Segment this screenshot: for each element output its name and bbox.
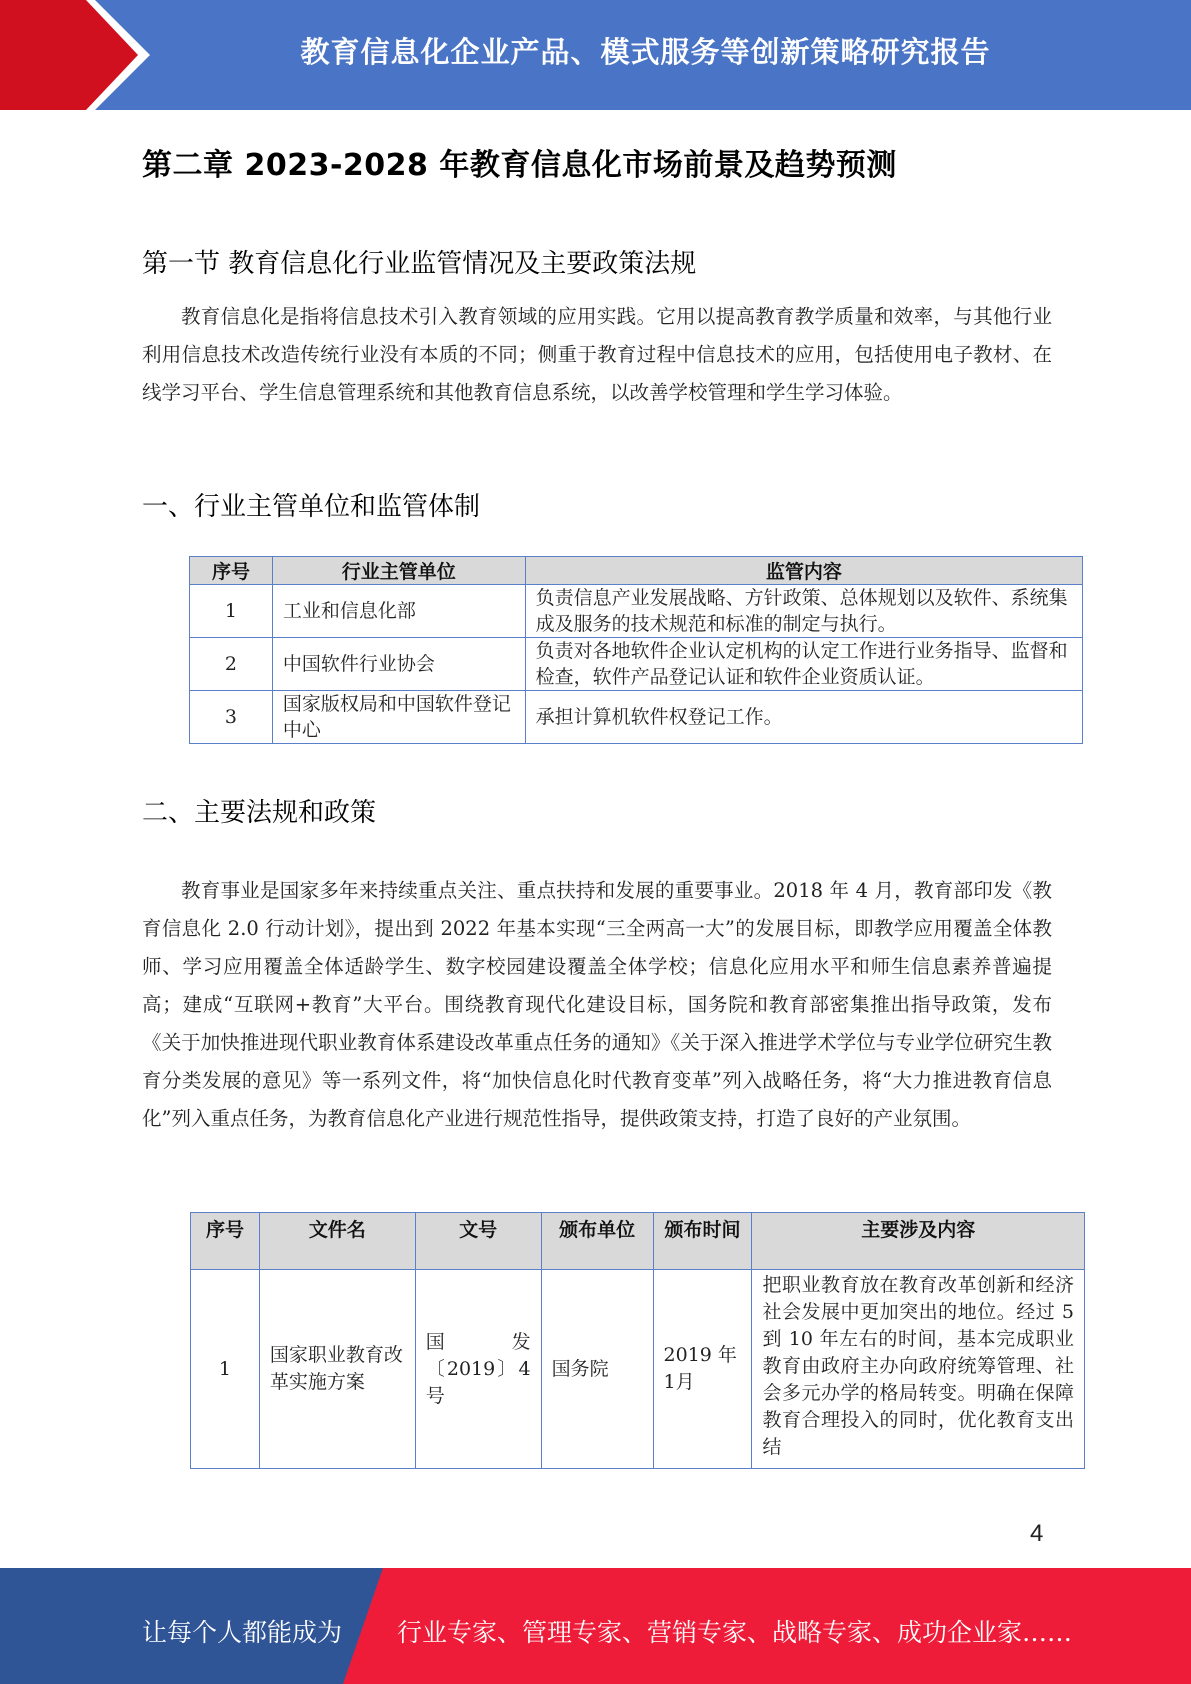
column-header: 序号 bbox=[191, 1213, 260, 1270]
row-number: 1 bbox=[190, 585, 273, 638]
report-title: 教育信息化企业产品、模式服务等创新策略研究报告 bbox=[300, 35, 991, 69]
footer-slogan-right: 行业专家、管理专家、营销专家、战略专家、成功企业家…… bbox=[397, 1618, 1073, 1647]
table-header-row bbox=[190, 557, 1083, 585]
table-row bbox=[190, 585, 1083, 638]
page-header bbox=[0, 0, 1191, 110]
column-header: 文件名 bbox=[259, 1213, 415, 1270]
chapter-title: 第二章 2023-2028 年教育信息化市场前景及趋势预测 bbox=[142, 148, 897, 183]
regulator-unit: 国家版权局和中国软件登记中心 bbox=[272, 691, 525, 744]
table-row bbox=[191, 1270, 1085, 1469]
main-content: 把职业教育放在教育改革创新和经济社会发展中更加突出的地位。经过 5 到 10 年左右的时间，基本完成职业教育由政府主办向政府统筹管理、社会多元办学的格局转变。明确在保障教育合理投入的同时，优化教育支出结 bbox=[762, 1274, 1074, 1458]
issue-date: 2019 年 1月 bbox=[653, 1270, 752, 1469]
table-header-row bbox=[191, 1213, 1085, 1270]
column-header: 序号 bbox=[190, 557, 273, 585]
document-name: 国家职业教育改革实施方案 bbox=[259, 1270, 415, 1469]
row-number: 2 bbox=[190, 638, 273, 691]
column-header: 颁布时间 bbox=[653, 1213, 752, 1270]
regulation-content: 负责对各地软件企业认定机构的认定工作进行业务指导、监督和检查，软件产品登记认证和软件企业资质认证。 bbox=[525, 638, 1082, 691]
regulation-content: 承担计算机软件权登记工作。 bbox=[525, 691, 1082, 744]
policy-table bbox=[190, 1212, 1085, 1469]
column-header: 文号 bbox=[415, 1213, 541, 1270]
subsection-title-policies: 二、主要法规和政策 bbox=[142, 798, 377, 828]
page-number: 4 bbox=[1030, 1520, 1044, 1547]
column-header: 行业主管单位 bbox=[272, 557, 525, 585]
section-title: 第一节 教育信息化行业监管情况及主要政策法规 bbox=[142, 249, 697, 279]
table-row bbox=[190, 638, 1083, 691]
regulator-unit: 工业和信息化部 bbox=[272, 585, 525, 638]
column-header: 主要涉及内容 bbox=[752, 1213, 1085, 1270]
main-content-cell bbox=[752, 1270, 1085, 1469]
document-number: 国 发〔2019〕4号 bbox=[415, 1270, 541, 1469]
table-row bbox=[190, 691, 1083, 744]
page-footer bbox=[0, 1568, 1191, 1684]
regulator-table bbox=[189, 556, 1083, 744]
footer-slogan-left: 让每个人都能成为 bbox=[142, 1618, 343, 1647]
column-header: 监管内容 bbox=[525, 557, 1082, 585]
column-header: 颁布单位 bbox=[541, 1213, 653, 1270]
row-number: 3 bbox=[190, 691, 273, 744]
issuing-unit: 国务院 bbox=[541, 1270, 653, 1469]
subsection-title-regulators: 一、行业主管单位和监管体制 bbox=[142, 492, 481, 522]
intro-paragraph: 教育信息化是指将信息技术引入教育领域的应用实践。它用以提高教育教学质量和效率，与其他行业利用信息技术改造传统行业没有本质的不同；侧重于教育过程中信息技术的应用，包括使用电子教材、在线学习平台、学生信息管理系统和其他教育信息系统，以改善学校管理和学生学习体验。 bbox=[142, 305, 1052, 404]
policy-paragraph: 教育事业是国家多年来持续重点关注、重点扶持和发展的重要事业。2018 年 4 月，教育部印发《教育信息化 2.0 行动计划》，提出到 2022 年基本实现“三全两高一大”的发展目标，即教学应用覆盖全体教师、学习应用覆盖全体适龄学生、数字校园建设覆盖全体学校；信息化应用水平和师生信息素养普遍提高；建成“互联网+教育”大平台。围绕教育现代化建设目标，国务院和教育部密集推出指导政策，发布《关于加快推进现代职业教育体系建设改革重点任务的通知》《关于深入推进学术学位与专业学位研究生教育分类发展的意见》等一系列文件，将“加快信息化时代教育变革”列入战略任务，将“大力推进教育信息化”列入重点任务，为教育信息化产业进行规范性指导，提供政策支持，打造了良好的产业氛围。 bbox=[142, 879, 1052, 1130]
regulator-unit: 中国软件行业协会 bbox=[272, 638, 525, 691]
row-number: 1 bbox=[191, 1270, 260, 1469]
regulation-content: 负责信息产业发展战略、方针政策、总体规划以及软件、系统集成及服务的技术规范和标准的制定与执行。 bbox=[525, 585, 1082, 638]
